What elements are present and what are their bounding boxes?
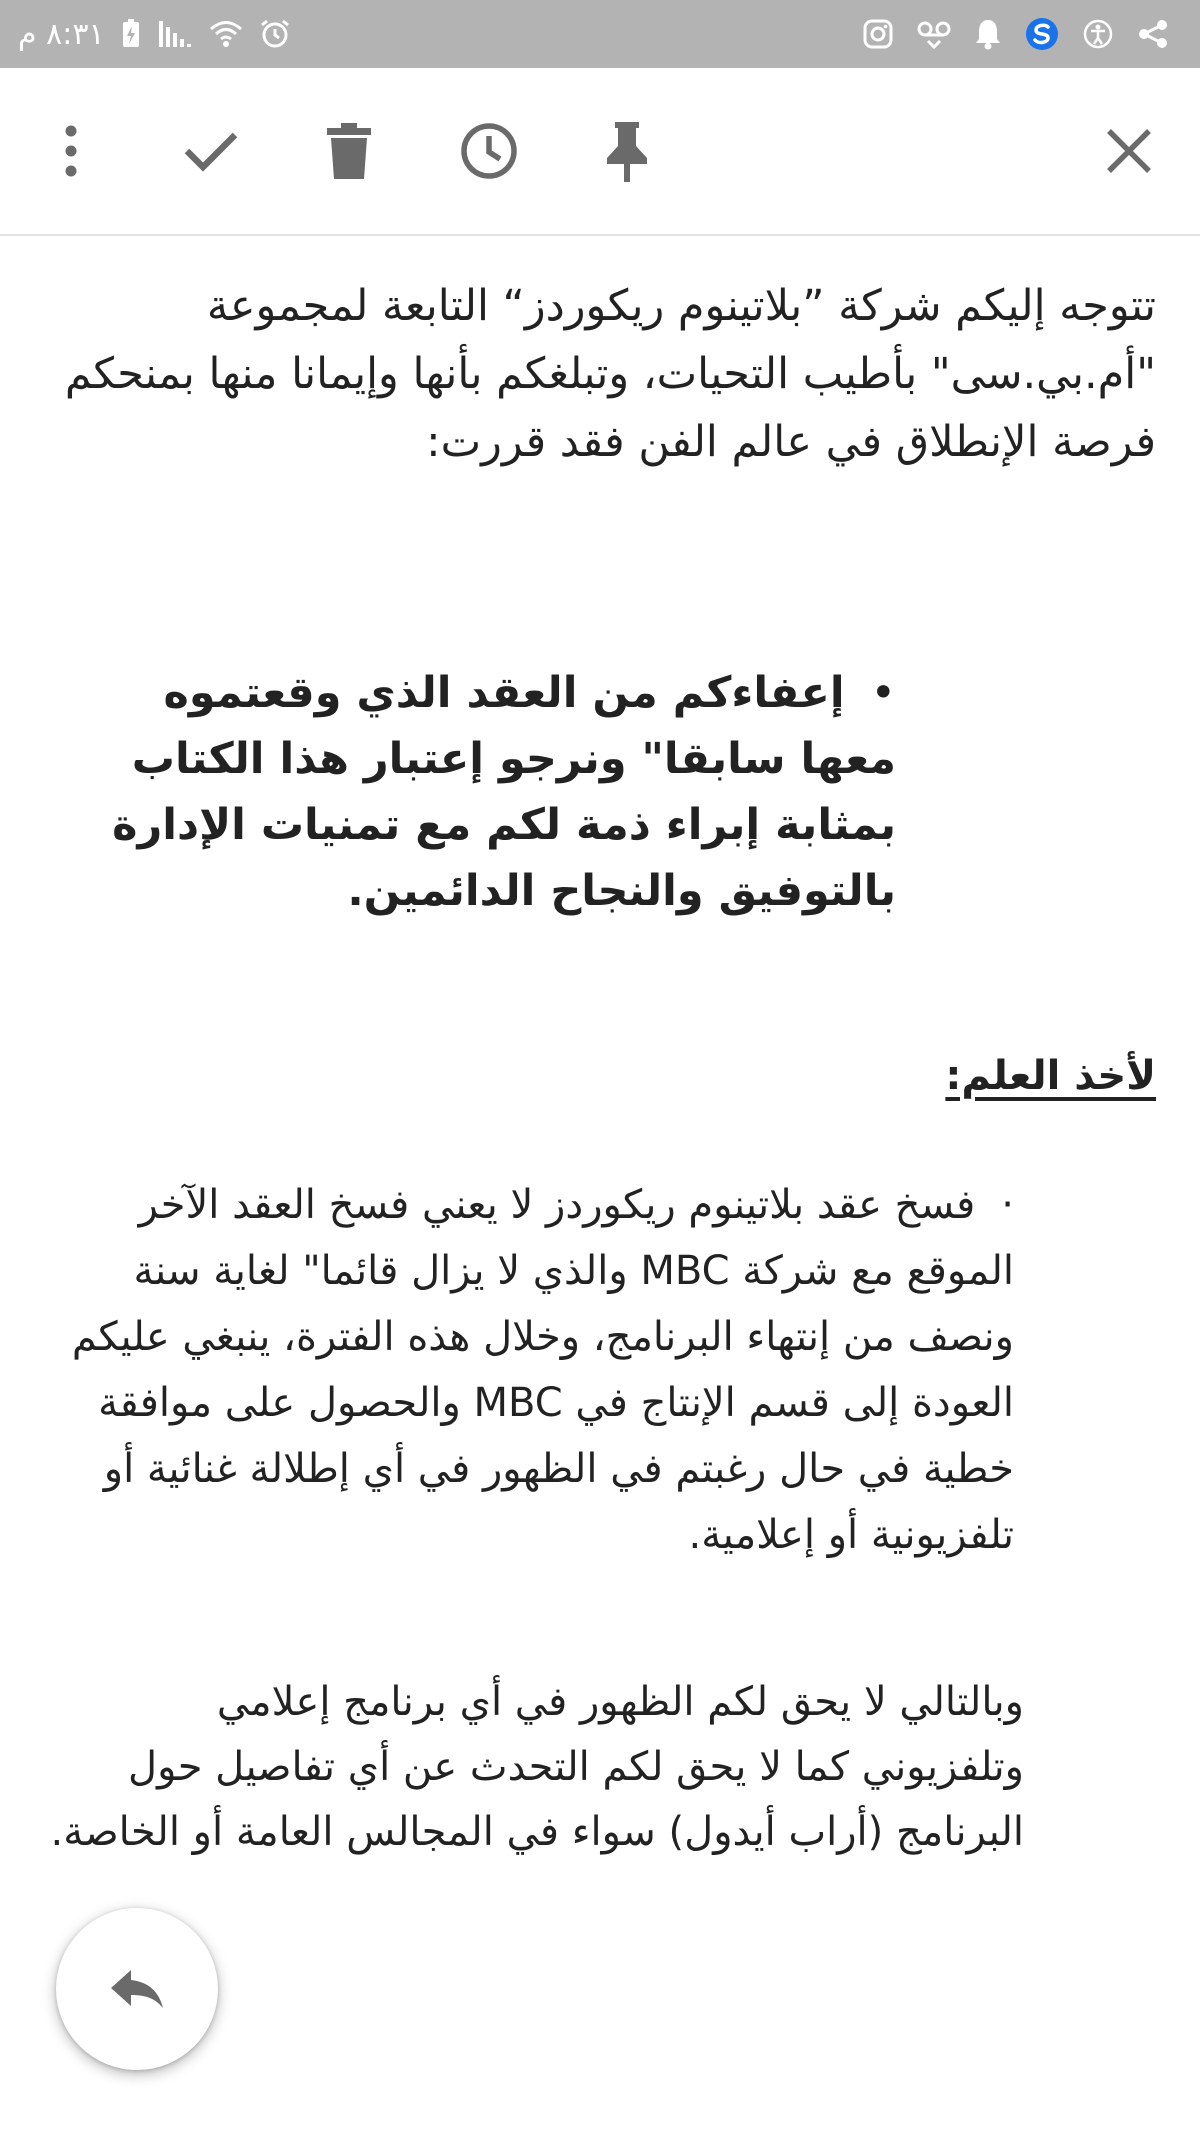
instagram-icon <box>862 18 894 50</box>
mark-done-button[interactable] <box>178 118 244 184</box>
action-bar <box>0 68 1200 236</box>
bullet-dot: • <box>870 668 896 718</box>
signal-icon <box>157 19 193 49</box>
message-conclusion: وبالتالي لا يحق لكم الظهور في أي برنامج إعلامي وتلفزيوني كما لا يحق لكم التحدث عن أي تفاصيل حول البرنامج (أراب أيدول) سواء في المجالس العامة أو الخاصة. <box>50 1679 1024 1855</box>
close-button[interactable] <box>1096 118 1162 184</box>
more-vertical-icon <box>61 123 81 179</box>
bullet-dot: · <box>1001 1182 1014 1228</box>
checkmark-icon <box>183 129 239 173</box>
pin-icon <box>605 120 649 182</box>
clock-icon <box>459 121 519 181</box>
status-time: ٨:٣١ م <box>18 16 105 52</box>
trash-icon <box>327 123 371 179</box>
reply-icon <box>109 1968 165 2010</box>
skype-icon <box>1024 16 1060 52</box>
accessibility-icon <box>1082 18 1114 50</box>
alarm-icon <box>259 18 291 50</box>
more-options-button[interactable] <box>38 118 104 184</box>
notification-bell-icon <box>974 18 1002 50</box>
snooze-button[interactable] <box>456 118 522 184</box>
notice-heading: لأخذ العلم: <box>945 1053 1156 1099</box>
pin-button[interactable] <box>594 118 660 184</box>
message-intro: تتوجه إليكم شركة ”بلاتينوم ريكوردز“ التابعة لمجموعة "أم.بي.سى" بأطيب التحيات، وتبلغكم بأنها وإيمانا منها بمنحكم فرصة الإنطلاق في عالم الفن فقد قررت: <box>64 281 1156 467</box>
status-bar-left <box>18 0 291 68</box>
close-icon <box>1106 128 1152 174</box>
bullet-contract-note <box>44 1172 1014 1568</box>
battery-saver-icon <box>121 19 141 49</box>
wifi-icon <box>209 19 243 49</box>
bullet-contract-note-text: فسخ عقد بلاتينوم ريكوردز لا يعني فسخ العقد الآخر الموقع مع شركة MBC والذي لا يزال قائما" لغاية سنة ونصف من إنتهاء البرنامج، وخلال هذه الفترة، ينبغي عليكم العودة إلى قسم الإنتاج في MBC والحصول على موافقة خطية في حال رغبتم في الظهور في أي إطلالة غنائية أو تلفزيونية أو إعلامية. <box>71 1182 1014 1558</box>
bullet-exemption <box>56 660 896 924</box>
status-bar-right <box>862 0 1170 68</box>
status-bar <box>0 0 1200 68</box>
reply-button[interactable] <box>56 1908 218 2070</box>
voicemail-icon <box>916 19 952 49</box>
bullet-exemption-text: إعفاءكم من العقد الذي وقعتموه معها سابقا" ونرجو إعتبار هذا الكتاب بمثابة إبراء ذمة لكم مع تمنيات الإدارة بالتوفيق والنجاح الدائمين. <box>112 668 896 916</box>
delete-button[interactable] <box>316 118 382 184</box>
message-body <box>0 234 1200 2133</box>
share-icon <box>1136 18 1170 50</box>
